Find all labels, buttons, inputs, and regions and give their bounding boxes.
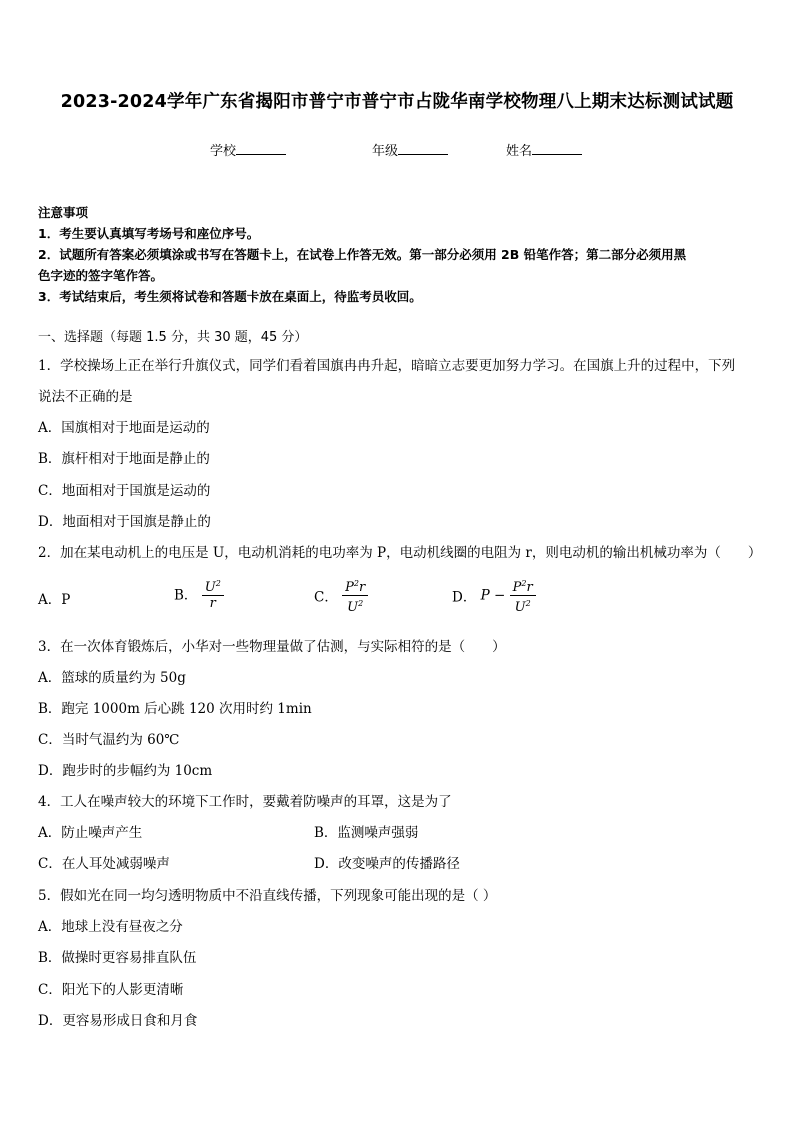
q3-option-a[interactable]: A．篮球的质量约为 50g <box>38 670 186 686</box>
q2-option-d[interactable] <box>452 576 536 615</box>
q5-option-a[interactable]: A．地球上没有昼夜之分 <box>38 919 183 935</box>
q2-option-b[interactable] <box>174 576 224 611</box>
q1-option-b[interactable]: B．旗杆相对于地面是静止的 <box>38 451 210 467</box>
fraction-u2-over-r: $\frac{U^2}{r}$ <box>202 576 224 611</box>
q4-option-c[interactable]: C．在人耳处减弱噪声 <box>38 856 170 872</box>
note-item: 1．考生要认真填写考场号和座位序号。 <box>38 226 260 241</box>
q5-option-b[interactable]: B．做操时更容易排直队伍 <box>38 950 197 966</box>
q3-option-b[interactable]: B．跑完 1000m 后心跳 120 次用时约 1min <box>38 701 312 717</box>
q1-option-d[interactable]: D．地面相对于国旗是静止的 <box>38 514 211 530</box>
question-4-stem: 4．工人在噪声较大的环境下工作时，要戴着防噪声的耳罩，这是为了 <box>38 794 452 810</box>
q3-option-c[interactable]: C．当时气温约为 60℃ <box>38 732 180 748</box>
question-1-stem: 1．学校操场上正在举行升旗仪式，同学们看着国旗冉冉升起，暗暗立志要更加努力学习。在国旗上升的过程中，下列 <box>38 358 736 374</box>
grade-field[interactable] <box>372 140 448 159</box>
school-field[interactable] <box>210 140 286 159</box>
exam-notes <box>38 202 760 307</box>
grade-label: 年级 <box>372 144 399 159</box>
q2-option-a[interactable]: A．P <box>38 592 71 608</box>
question-3-stem: 3．在一次体育锻炼后，小华对一些物理量做了估测，与实际相符的是（ ） <box>38 639 506 655</box>
q2-option-c-label: C． <box>314 589 338 606</box>
note-item: 3．考试结束后，考生须将试卷和答题卡放在桌面上，待监考员收回。 <box>38 289 422 304</box>
grade-blank[interactable] <box>398 142 448 155</box>
q1-option-a[interactable]: A．国旗相对于地面是运动的 <box>38 420 210 436</box>
fraction-p2r-over-u2: $\frac{P^2r}{U^2}$ <box>342 576 368 615</box>
q4-option-d[interactable]: D．改变噪声的传播路径 <box>314 856 460 872</box>
question-2-stem: 2．加在某电动机上的电压是 U，电动机消耗的电功率为 P，电动机线圈的电阻为 r，则电动机的输出机械功率为（ ） <box>38 545 762 561</box>
q4-option-b[interactable]: B．监测噪声强弱 <box>314 825 419 841</box>
q2-option-b-label: B． <box>174 587 198 604</box>
q5-option-c[interactable]: C．阳光下的人影更清晰 <box>38 982 184 998</box>
fraction-p2r-over-u2: $\frac{P^2r}{U^2}$ <box>510 576 536 615</box>
question-5-stem: 5．假如光在同一均匀透明物质中不沿直线传播，下列现象可能出现的是（ ） <box>38 888 497 904</box>
question-1-stem-cont: 说法不正确的是 <box>38 389 133 405</box>
school-label: 学校 <box>210 144 237 159</box>
note-item: 色字迹的签字笔作答。 <box>38 268 164 283</box>
q2-option-d-label: D． <box>452 589 477 606</box>
note-item: 2．试题所有答案必须填涂或书写在答题卡上，在试卷上作答无效。第一部分必须用 2B 铅笔作答；第二部分必须用黑 <box>38 247 687 262</box>
q2-option-d-prefix: P − <box>480 587 506 604</box>
notes-heading: 注意事项 <box>38 205 89 220</box>
section-heading: 一、选择题（每题 1.5 分，共 30 题，45 分） <box>38 330 308 345</box>
page-title: 2023-2024学年广东省揭阳市普宁市普宁市占陇华南学校物理八上期末达标测试试题 <box>60 92 734 112</box>
q1-option-c[interactable]: C．地面相对于国旗是运动的 <box>38 483 211 499</box>
q2-option-c[interactable] <box>314 576 368 615</box>
school-blank[interactable] <box>236 142 286 155</box>
name-field[interactable] <box>506 140 582 159</box>
q5-option-d[interactable]: D．更容易形成日食和月食 <box>38 1013 198 1029</box>
name-label: 姓名 <box>506 144 533 159</box>
q3-option-d[interactable]: D．跑步时的步幅约为 10cm <box>38 763 213 779</box>
q4-option-a[interactable]: A．防止噪声产生 <box>38 825 143 841</box>
name-blank[interactable] <box>532 142 582 155</box>
